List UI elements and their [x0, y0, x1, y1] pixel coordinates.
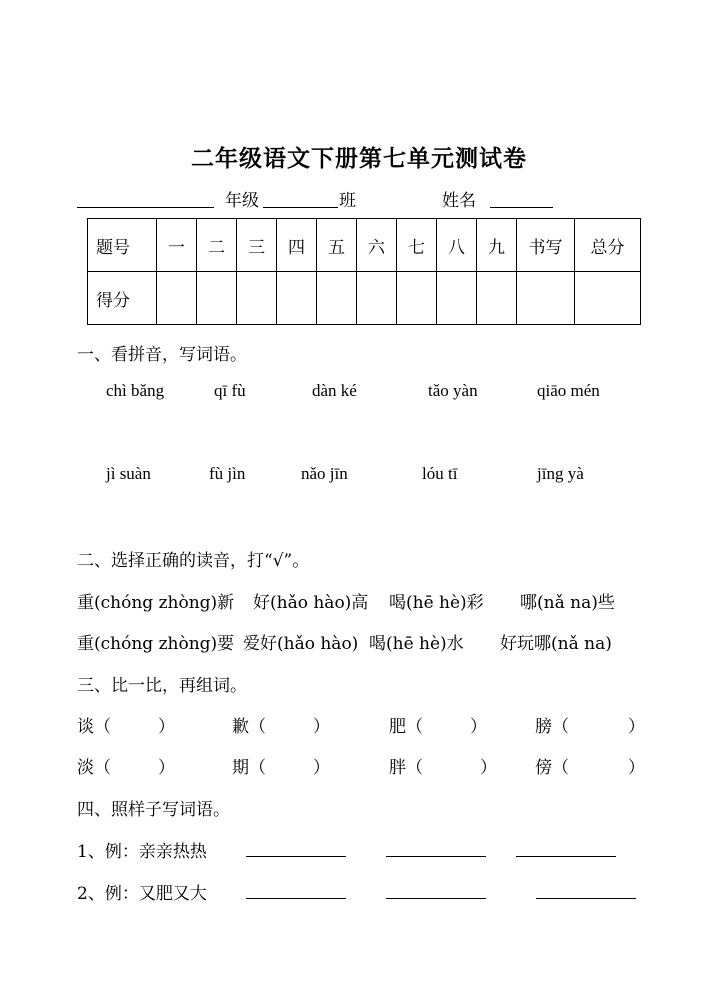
paren-close: ） [628, 717, 645, 737]
paren-close: ） [158, 758, 175, 778]
example-1: 1、例：亲亲热热 [77, 842, 207, 862]
choice-item[interactable]: 重(chóng zhòng)新 [77, 593, 235, 613]
choice-item[interactable]: 好玩哪(nǎ na) [500, 634, 612, 654]
section4-heading: 四、照样子写词语。 [77, 800, 230, 820]
char-label: 膀（ [535, 717, 569, 737]
class-label: 班 [339, 191, 356, 211]
table-score-row [88, 272, 641, 325]
paren-close: ） [158, 717, 175, 737]
pinyin-item: dàn ké [312, 381, 357, 400]
section1-heading: 一、看拼音，写词语。 [77, 345, 247, 365]
score-cell[interactable] [397, 272, 437, 325]
char-label: 期（ [232, 758, 266, 778]
answer-blank[interactable] [386, 880, 486, 899]
char-label: 谈（ [77, 717, 111, 737]
name-blank[interactable] [490, 190, 553, 208]
char-label: 傍（ [535, 758, 569, 778]
answer-blank[interactable] [536, 880, 636, 899]
score-row-label: 得分 [88, 272, 157, 325]
score-table [87, 218, 641, 325]
header-cell: 书写 [517, 219, 575, 272]
header-cell: 二 [197, 219, 237, 272]
pinyin-item: chì bǎng [106, 381, 165, 400]
header-cell: 一 [157, 219, 197, 272]
paren-close: ） [480, 758, 497, 778]
header-cell: 五 [317, 219, 357, 272]
header-cell: 三 [237, 219, 277, 272]
pinyin-item: fù jìn [209, 464, 246, 483]
char-label: 胖（ [389, 758, 423, 778]
score-cell[interactable] [575, 272, 641, 325]
choice-item[interactable]: 好(hǎo hào)高 [253, 593, 369, 613]
choice-item[interactable]: 爱好(hǎo hào) [243, 634, 359, 654]
school-blank[interactable] [77, 190, 214, 208]
pinyin-item: nǎo jīn [301, 464, 348, 483]
answer-blank[interactable] [386, 838, 486, 857]
choice-item[interactable]: 重(chóng zhòng)要 [77, 634, 235, 654]
pinyin-item: jīng yà [537, 464, 584, 483]
header-cell: 九 [477, 219, 517, 272]
paren-close: ） [313, 717, 330, 737]
example-2: 2、例：又肥又大 [77, 884, 207, 904]
score-cell[interactable] [317, 272, 357, 325]
header-cell: 总分 [575, 219, 641, 272]
class-blank[interactable] [263, 190, 338, 208]
choice-item[interactable]: 哪(nǎ na)些 [520, 593, 615, 613]
paren-close: ） [313, 758, 330, 778]
name-label: 姓名 [442, 191, 476, 211]
pinyin-item: qiāo mén [537, 381, 600, 400]
pinyin-item: jì suàn [106, 464, 151, 483]
score-cell[interactable] [477, 272, 517, 325]
choice-item[interactable]: 喝(hē hè)彩 [389, 593, 484, 613]
score-cell[interactable] [237, 272, 277, 325]
pinyin-item: tǎo yàn [428, 381, 478, 400]
score-cell[interactable] [437, 272, 477, 325]
header-cell: 六 [357, 219, 397, 272]
score-cell[interactable] [197, 272, 237, 325]
pinyin-item: qī fù [214, 381, 246, 400]
grade-label: 年级 [225, 191, 259, 211]
section2-heading: 二、选择正确的读音，打“√”。 [77, 551, 310, 571]
score-cell[interactable] [517, 272, 575, 325]
answer-blank[interactable] [246, 838, 346, 857]
answer-blank[interactable] [246, 880, 346, 899]
score-cell[interactable] [357, 272, 397, 325]
char-label: 淡（ [77, 758, 111, 778]
section3-heading: 三、比一比，再组词。 [77, 676, 247, 696]
choice-item[interactable]: 喝(hē hè)水 [369, 634, 464, 654]
header-cell: 四 [277, 219, 317, 272]
char-label: 歉（ [232, 717, 266, 737]
header-cell: 七 [397, 219, 437, 272]
pinyin-item: lóu tī [422, 464, 458, 483]
page-title: 二年级语文下册第七单元测试卷 [191, 145, 527, 172]
header-cell: 八 [437, 219, 477, 272]
paren-close: ） [628, 758, 645, 778]
score-cell[interactable] [157, 272, 197, 325]
score-cell[interactable] [277, 272, 317, 325]
char-label: 肥（ [389, 717, 423, 737]
answer-blank[interactable] [516, 838, 616, 857]
table-header-row [88, 219, 641, 272]
header-cell: 题号 [88, 219, 157, 272]
paren-close: ） [470, 717, 487, 737]
